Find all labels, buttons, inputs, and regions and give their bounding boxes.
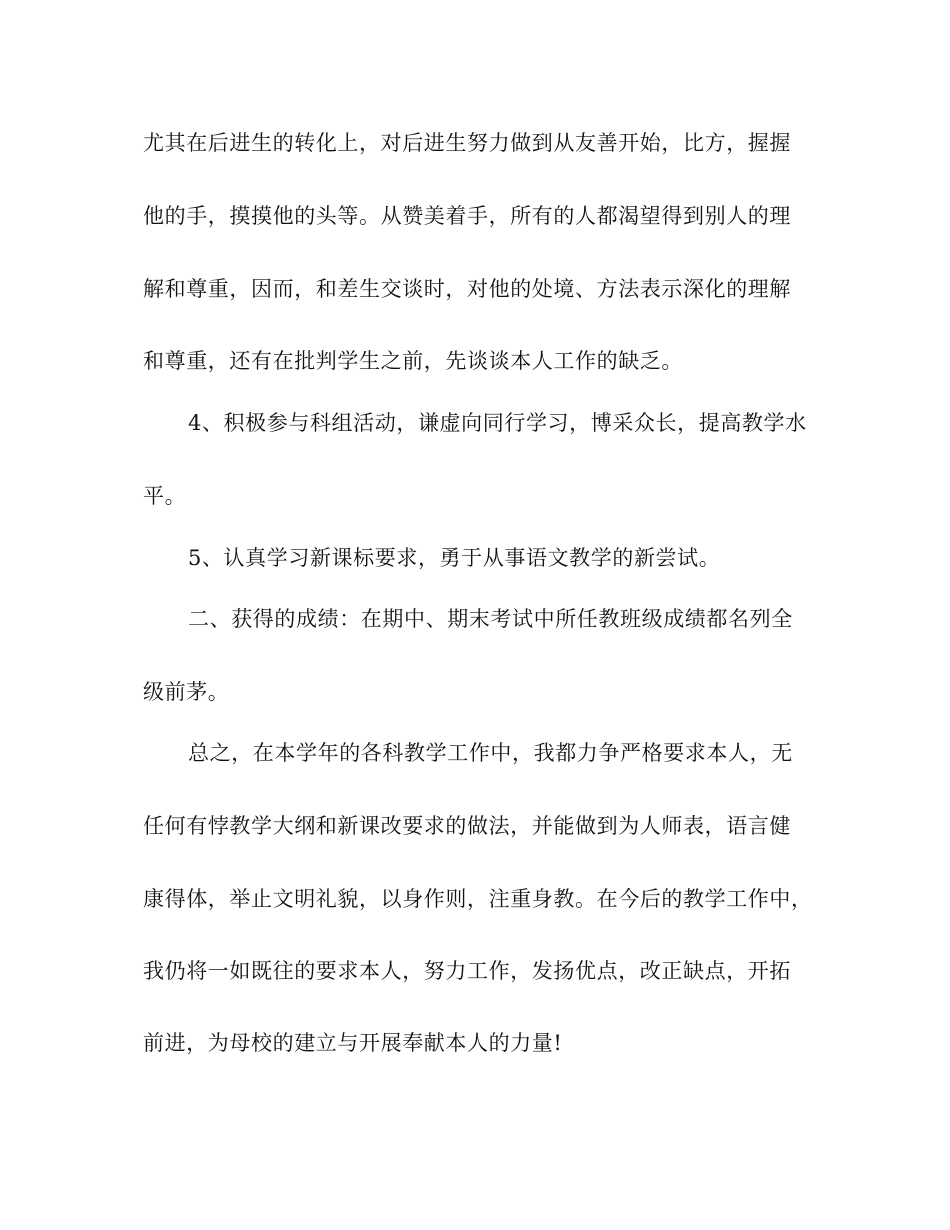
text-line: 康得体，举止文明礼貌，以身作则，注重身教。在今后的教学工作中， — [143, 887, 813, 911]
text-line: 我仍将一如既往的要求本人，努力工作，发扬优点，改正缺点，开拓 — [143, 959, 791, 983]
text-line: 任何有悖教学大纲和新课改要求的做法，并能做到为人师表，语言健 — [143, 814, 791, 838]
text-line: 平。 — [143, 484, 187, 508]
text-line: 他的手，摸摸他的头等。从赞美着手，所有的人都渴望得到别人的理 — [143, 204, 791, 228]
text-line: 前进，为母校的建立与开展奉献本人的力量! — [143, 1031, 563, 1055]
text-line: 解和尊重，因而，和差生交谈时，对他的处境、方法表示深化的理解 — [143, 277, 791, 301]
text-line: 级前茅。 — [143, 680, 230, 704]
text-line: 二、获得的成绩：在期中、期末考试中所任教班级成绩都名列全 — [188, 607, 793, 631]
text-line: 尤其在后进生的转化上，对后进生努力做到从友善开始，比方，握握 — [143, 131, 791, 155]
text-line: 和尊重，还有在批判学生之前，先谈谈本人工作的缺乏。 — [143, 349, 683, 373]
text-line: 4、积极参与科组活动，谦虚向同行学习，博采众长，提高教学水 — [188, 411, 807, 435]
text-line: 总之，在本学年的各科教学工作中，我都力争严格要求本人，无 — [188, 741, 793, 765]
text-line: 5、认真学习新课标要求，勇于从事语文教学的新尝试。 — [188, 546, 721, 570]
